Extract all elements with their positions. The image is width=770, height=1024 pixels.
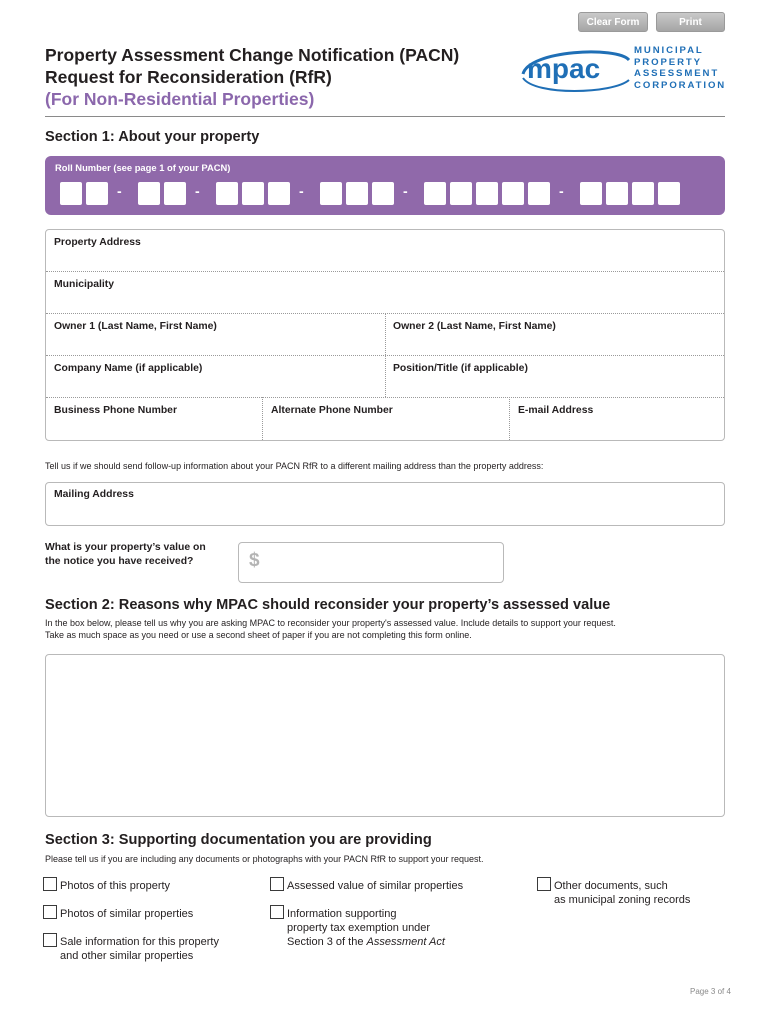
roll-separator: - [559, 183, 564, 199]
logo-text-line: PROPERTY [634, 56, 702, 68]
roll-separator: - [117, 183, 122, 199]
print-button[interactable]: Print [656, 12, 725, 32]
question-line: What is your property’s value on [45, 542, 206, 553]
roll-digit-box[interactable] [580, 182, 602, 205]
logo-text-line: CORPORATION [634, 79, 727, 91]
other-docs-label [554, 879, 690, 907]
row-divider [46, 271, 724, 272]
roll-digit-box[interactable] [138, 182, 160, 205]
roll-digit-box[interactable] [658, 182, 680, 205]
property-address-field[interactable]: Property Address [54, 237, 141, 248]
label-line: Information supporting [287, 908, 397, 920]
position-title-field[interactable]: Position/Title (if applicable) [393, 363, 528, 374]
owner2-field[interactable]: Owner 2 (Last Name, First Name) [393, 321, 556, 332]
company-name-field[interactable]: Company Name (if applicable) [54, 363, 203, 374]
header-divider [45, 116, 725, 117]
roll-digit-box[interactable] [424, 182, 446, 205]
label-line: Other documents, such [554, 880, 668, 892]
roll-digit-box[interactable] [632, 182, 654, 205]
tax-exemption-checkbox[interactable] [270, 905, 284, 919]
section2-instructions [45, 617, 616, 641]
alternate-phone-field[interactable]: Alternate Phone Number [271, 405, 393, 416]
sale-info-checkbox[interactable] [43, 933, 57, 947]
dollar-sign: $ [249, 550, 260, 571]
assessed-similar-label: Assessed value of similar properties [287, 880, 464, 892]
page-number: Page 3 of 4 [690, 987, 731, 996]
owner1-field[interactable]: Owner 1 (Last Name, First Name) [54, 321, 217, 332]
photos-similar-label: Photos of similar properties [60, 908, 194, 920]
logo-wordmark [634, 45, 726, 91]
roll-digit-box[interactable] [242, 182, 264, 205]
section3-instructions: Please tell us if you are including any documents or photographs with your PACN RfR to support your request. [45, 854, 484, 864]
roll-digit-box[interactable] [164, 182, 186, 205]
property-value-input[interactable] [238, 542, 504, 583]
row-divider [46, 397, 724, 398]
logo-text-line: ASSESSMENT [634, 68, 720, 79]
photos-property-label: Photos of this property [60, 880, 171, 892]
title-line-1: Property Assessment Change Notification (PACN) [45, 45, 460, 65]
instruction-line: Take as much space as you need or use a second sheet of paper if you are not completing this form online. [45, 630, 472, 640]
page-title [45, 44, 459, 110]
title-line-2: Request for Reconsideration (RfR) [45, 67, 332, 87]
roll-digit-box[interactable] [346, 182, 368, 205]
section2-heading: Section 2: Reasons why MPAC should reconsider your property’s assessed value [45, 597, 611, 613]
roll-digit-box[interactable] [216, 182, 238, 205]
roll-digit-box[interactable] [86, 182, 108, 205]
roll-digit-box[interactable] [450, 182, 472, 205]
business-phone-field[interactable]: Business Phone Number [54, 405, 177, 416]
question-line: the notice you have received? [45, 556, 194, 567]
mailing-note: Tell us if we should send follow-up information about your PACN RfR to a different mailing address than the property address: [45, 461, 544, 471]
roll-separator: - [403, 183, 408, 199]
roll-digit-box[interactable] [60, 182, 82, 205]
logo-text-line: MUNICIPAL [634, 45, 704, 56]
label-line: Sale information for this property [60, 936, 219, 948]
section1-heading: Section 1: About your property [45, 129, 260, 145]
roll-separator: - [299, 183, 304, 199]
mailing-address-box [45, 482, 725, 526]
clear-form-button[interactable]: Clear Form [578, 12, 648, 32]
roll-digit-box[interactable] [268, 182, 290, 205]
column-divider [262, 397, 263, 440]
municipality-field[interactable]: Municipality [54, 279, 115, 290]
email-field[interactable]: E-mail Address [518, 405, 594, 416]
column-divider [385, 313, 386, 397]
label-line: property tax exemption under [287, 922, 431, 934]
roll-number-label: Roll Number (see page 1 of your PACN) [55, 162, 231, 173]
tax-exemption-label [287, 907, 445, 949]
photos-property-checkbox[interactable] [43, 877, 57, 891]
other-docs-checkbox[interactable] [537, 877, 551, 891]
label-line: and other similar properties [60, 950, 194, 962]
roll-digit-box[interactable] [372, 182, 394, 205]
logo-mark: mpac [527, 53, 601, 84]
roll-digit-box[interactable] [528, 182, 550, 205]
assessed-similar-checkbox[interactable] [270, 877, 284, 891]
instruction-line: In the box below, please tell us why you are asking MPAC to reconsider your property's assessed value. Include details to support your request. [45, 618, 616, 628]
sale-info-label [60, 935, 219, 963]
roll-digit-box[interactable] [320, 182, 342, 205]
photos-similar-checkbox[interactable] [43, 905, 57, 919]
act-name: Assessment Act [366, 936, 445, 948]
page-subtitle: (For Non-Residential Properties) [45, 89, 315, 109]
reasons-textarea[interactable] [45, 654, 725, 817]
roll-digit-box[interactable] [606, 182, 628, 205]
mailing-address-field[interactable]: Mailing Address [54, 489, 134, 500]
column-divider [509, 397, 510, 440]
label-line: Section 3 of the [287, 936, 367, 948]
roll-digit-box[interactable] [502, 182, 524, 205]
section3-heading: Section 3: Supporting documentation you are providing [45, 832, 432, 848]
label-line: as municipal zoning records [554, 894, 691, 906]
property-value-question [45, 541, 206, 569]
roll-separator: - [195, 183, 200, 199]
roll-digit-box[interactable] [476, 182, 498, 205]
